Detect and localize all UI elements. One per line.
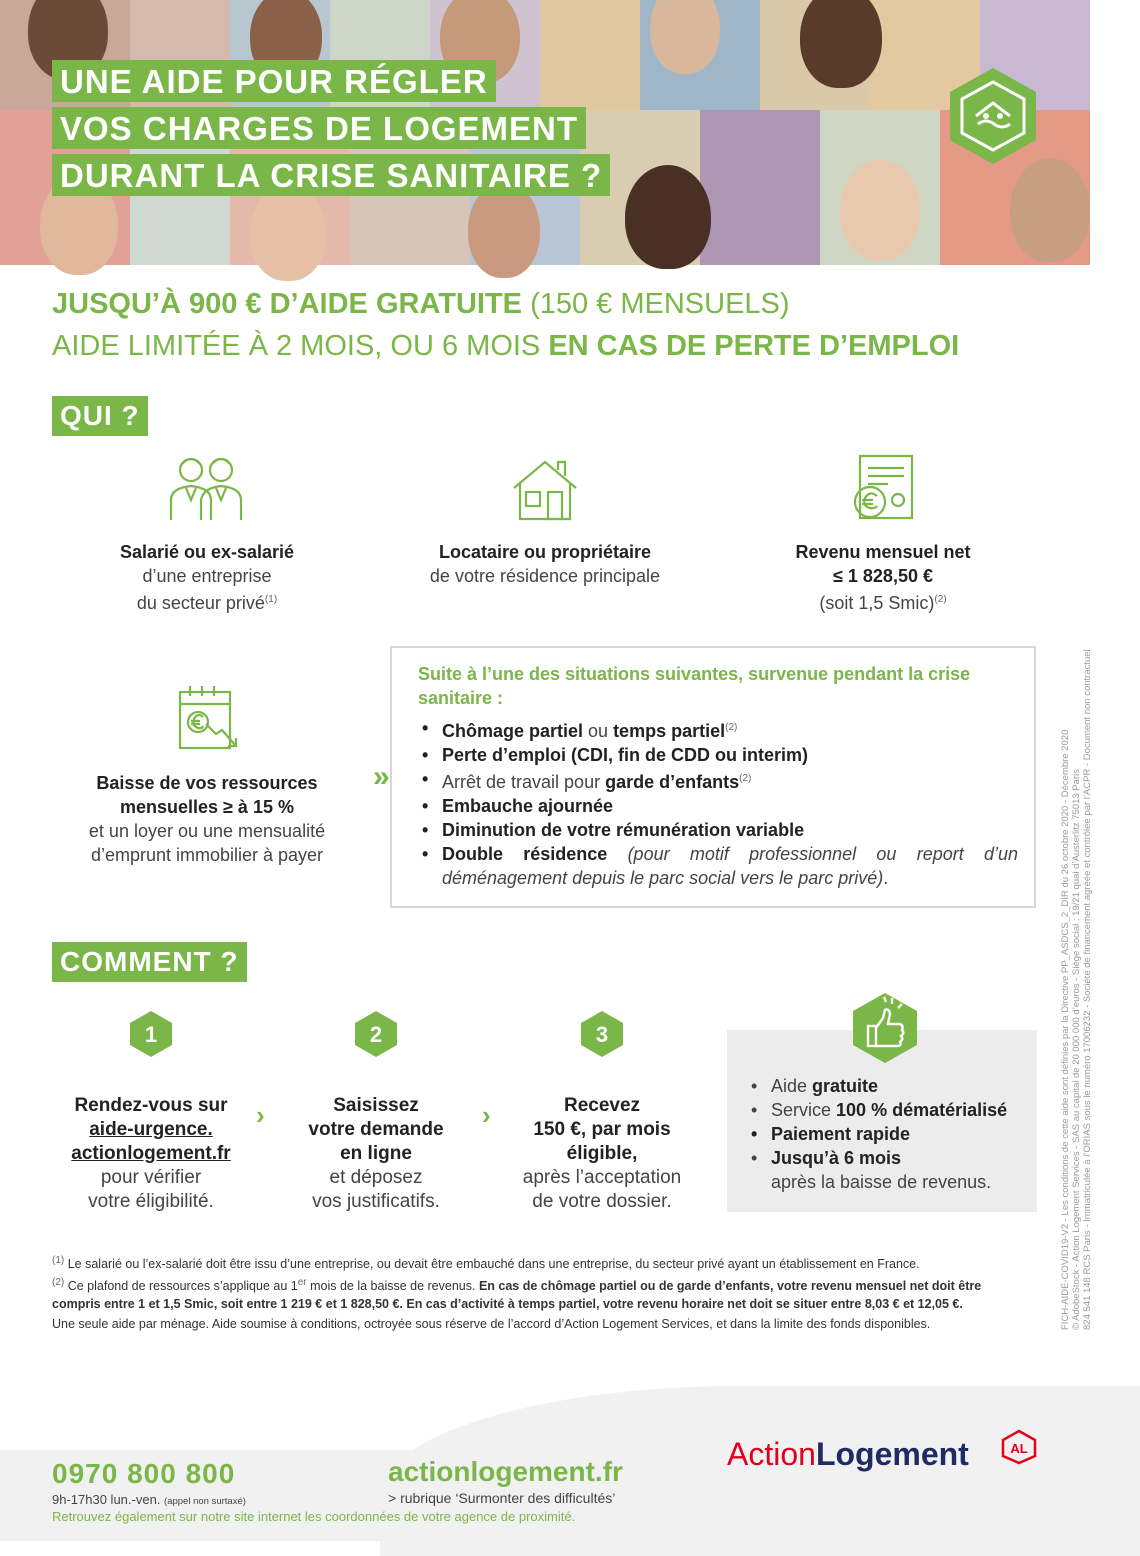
step-2-line1: Saisissez: [333, 1095, 419, 1116]
side-legal-line1: FICH-AIDE-COVID19-V2 - Les conditions de cette aide sont définies par la Directive PP_ASDCS_2_DIR du 26 octobre 2020 - Décembre 2020: [1060, 729, 1071, 1330]
benefit-duration-detail: après la baisse de revenus.: [771, 1172, 992, 1192]
criterion-resources-title2: mensuelles ≥ à 15 %: [120, 797, 294, 817]
footnote-2-bold: En cas de chômage partiel ou de garde d’enfants, votre revenu mensuel net doit être compris entre 1 et 1,5 Smic, soit entre 1 219 € et 1 828,50 €. En cas d’activité à temps partiel, votre revenu horaire net doit se situer entre 8,03 € et 12,05 €.: [52, 1279, 982, 1312]
situation-variable-pay: Diminution de votre rémunération variable: [442, 820, 805, 840]
step-3-line4: après l’acceptation: [522, 1167, 682, 1188]
intro-duration-bold: EN CAS DE PERTE D’EMPLOI: [548, 330, 960, 362]
logo-action: Action: [727, 1436, 816, 1472]
situation-childcare: garde d’enfants: [605, 772, 740, 792]
opening-hours: [52, 1492, 246, 1507]
al-logo-icon: [1002, 1430, 1036, 1464]
step-2-line2: votre demande: [308, 1119, 444, 1140]
criterion-residence-line2: de votre résidence principale: [429, 566, 661, 586]
situation-delayed-hiring: Embauche ajournée: [442, 796, 614, 816]
step-3-line2: 150 €, par mois: [533, 1119, 671, 1140]
situation-or: ou: [583, 721, 614, 741]
step-1-badge: [129, 1010, 173, 1058]
benefit-duration: Jusqu’à 6 mois: [771, 1148, 902, 1168]
criterion-employee-line3: du secteur privé: [136, 593, 265, 613]
situations-box: [390, 646, 1036, 908]
criterion-residence: [385, 540, 705, 588]
side-legal-text: [1060, 530, 1093, 1330]
criterion-resources-line4: d’emprunt immobilier à payer: [90, 845, 324, 865]
side-legal-line3: 824 541 148 RCS Paris - Immatriculée à l’ORIAS sous le numéro 17006232 - Société de financement agréée et contrôlée par l’ACPR - Document non contractuel: [1082, 649, 1093, 1330]
situations-list: [418, 716, 1018, 890]
footnote-1: [52, 1252, 1032, 1273]
step-2-badge: [354, 1010, 398, 1058]
step-1-line3: pour vérifier: [100, 1167, 202, 1188]
handshake-house-icon: [948, 66, 1038, 166]
benefit-digital-light: Service: [771, 1100, 837, 1120]
title-line-2: VOS CHARGES DE LOGEMENT: [52, 107, 586, 149]
situation-job-loss: Perte d’emploi (CDI, fin de CDD ou interim): [442, 745, 809, 765]
step-1-text: [46, 1094, 256, 1214]
footnote-1-text: Le salarié ou l’ex-salarié doit être issu d’une entreprise, ou devait être embauché dans une entreprise, du secteur privé ayant un établissement en France.: [64, 1257, 920, 1272]
situation-item: [418, 767, 1018, 794]
criterion-income: [748, 540, 1018, 615]
section-qui-label: QUI ?: [52, 396, 148, 436]
intro-amount-bold: JUSQU’À 900 € D’AIDE GRATUITE: [52, 288, 523, 320]
footnote-2-text-b: mois de la baisse de revenus.: [306, 1279, 479, 1294]
website-link[interactable]: actionlogement.fr: [388, 1456, 623, 1487]
section-comment-label: COMMENT ?: [52, 942, 247, 982]
aide-urgence-link-part1[interactable]: aide-urgence.: [89, 1119, 213, 1140]
action-logement-logo: [727, 1436, 969, 1473]
footnote-2-text-a: Ce plafond de ressources s’applique au 1: [64, 1279, 298, 1294]
people-icon: [166, 452, 246, 522]
criterion-residence-title: Locataire ou propriétaire: [438, 542, 652, 562]
header-photo-mosaic: [0, 0, 1090, 265]
situation-item: [418, 818, 1018, 842]
benefit-free-light: Aide: [771, 1076, 813, 1096]
phone-number[interactable]: 0970 800 800: [52, 1458, 236, 1489]
benefit-free-bold: gratuite: [812, 1076, 879, 1096]
situation-work-stop: Arrêt de travail pour: [442, 772, 606, 792]
step-3-line5: de votre dossier.: [532, 1191, 672, 1212]
income-document-icon: [848, 452, 918, 522]
footnote-ref-1: (1): [264, 594, 278, 605]
situation-double-residence: Double résidence: [442, 844, 608, 864]
step-3-text: [497, 1094, 707, 1214]
criterion-income-ceiling: ≤ 1 828,50 €: [833, 566, 933, 586]
benefit-fast-payment: Paiement rapide: [771, 1124, 911, 1144]
aide-urgence-link-part2[interactable]: actionlogement.fr: [71, 1143, 231, 1164]
side-legal-line2: © AdobeStock - Action Logement Services - SAS au capital de 20 000 000 d’euros - Siège social : 19/21 quai d’Austerlitz 75013 Paris: [1071, 769, 1082, 1330]
situation-period: .: [883, 868, 889, 888]
thumbs-up-icon: [852, 992, 918, 1064]
step-2-line4: et déposez: [329, 1167, 423, 1188]
situation-partial-unemployment: Chômage partiel: [442, 721, 584, 741]
calendar-euro-decline-icon: [176, 684, 240, 754]
al-logo-text: AL: [1010, 1441, 1028, 1456]
benefit-item: [751, 1146, 1007, 1194]
step-3-line1: Recevez: [563, 1095, 641, 1116]
situation-part-time: temps partiel: [613, 721, 726, 741]
agency-info: Retrouvez également sur notre site internet les coordonnées de votre agence de proximité.: [52, 1509, 576, 1524]
step-1-line1: Rendez-vous sur: [74, 1095, 228, 1116]
footnote-3: Une seule aide par ménage. Aide soumise à conditions, octroyée sous réserve de l’accord d’Action Logement Services, et dans la limite des fonds disponibles.: [52, 1317, 931, 1331]
footnote-ref-2: (2): [934, 594, 947, 605]
criterion-resources-title1: Baisse de vos ressources: [96, 773, 318, 793]
intro-duration-light: AIDE LIMITÉE À 2 MOIS, OU 6 MOIS: [52, 330, 549, 362]
criterion-income-title: Revenu mensuel net: [795, 542, 971, 562]
step-1-line4: votre éligibilité.: [88, 1191, 214, 1212]
step-1-number: 1: [144, 1022, 158, 1047]
footnote-1-marker: (1): [52, 1255, 65, 1266]
step-3-number: 3: [595, 1022, 609, 1047]
benefit-digital-bold: 100 % dématérialisé: [836, 1100, 1008, 1120]
footnote-2-marker: (2): [52, 1277, 65, 1288]
opening-hours-text: 9h-17h30 lun.-ven.: [52, 1492, 165, 1507]
benefit-item: [751, 1098, 1007, 1122]
step-2-line5: vos justificatifs.: [312, 1191, 440, 1212]
footnote-ref-2: (2): [725, 722, 738, 733]
step-3-badge: [580, 1010, 624, 1058]
house-icon: [510, 456, 580, 522]
criterion-resources: [52, 771, 362, 867]
website-section-hint: > rubrique ‘Surmonter des difficultés’: [388, 1490, 616, 1506]
situation-item: [418, 716, 1018, 743]
step-arrow-icon: ›: [256, 1100, 265, 1130]
footnote-ref-2: (2): [739, 773, 752, 784]
benefit-item: [751, 1074, 1007, 1098]
step-2-number: 2: [369, 1022, 383, 1047]
benefit-item: [751, 1122, 1007, 1146]
intro-amount-monthly: (150 € MENSUELS): [522, 288, 790, 320]
situation-double-residence-detail: (pour motif professionnel ou report d’un déménagement depuis le parc social vers le parc privé): [442, 844, 1019, 888]
situation-item: [418, 743, 1018, 767]
step-2-text: [276, 1094, 476, 1214]
title-line-3: DURANT LA CRISE SANITAIRE ?: [52, 154, 610, 196]
situations-heading: Suite à l’une des situations suivantes, survenue pendant la crise sanitaire :: [418, 664, 971, 708]
call-note: (appel non surtaxé): [164, 1496, 246, 1507]
criterion-resources-line3: et un loyer ou une mensualité: [88, 821, 326, 841]
benefits-list: [751, 1074, 1007, 1194]
logo-logement: Logement: [815, 1436, 969, 1472]
double-chevron-icon: »: [373, 760, 390, 793]
step-arrow-icon: ›: [482, 1100, 491, 1130]
criterion-employee-title: Salarié ou ex-salarié: [119, 542, 295, 562]
footnote-2: [52, 1274, 1032, 1313]
situation-item: [418, 794, 1018, 818]
footnote-2-er: er: [297, 1277, 307, 1288]
criterion-income-smic: (soit 1,5 Smic): [819, 593, 935, 613]
step-3-line3: éligible,: [566, 1143, 638, 1164]
title-line-1: UNE AIDE POUR RÉGLER: [52, 60, 496, 102]
intro-duration: [52, 330, 959, 363]
step-2-line3: en ligne: [340, 1143, 412, 1164]
criterion-employee: [72, 540, 342, 615]
intro-amount: [52, 288, 790, 321]
criterion-employee-line2: d’une entreprise: [142, 566, 272, 586]
situation-item: [418, 842, 1018, 890]
